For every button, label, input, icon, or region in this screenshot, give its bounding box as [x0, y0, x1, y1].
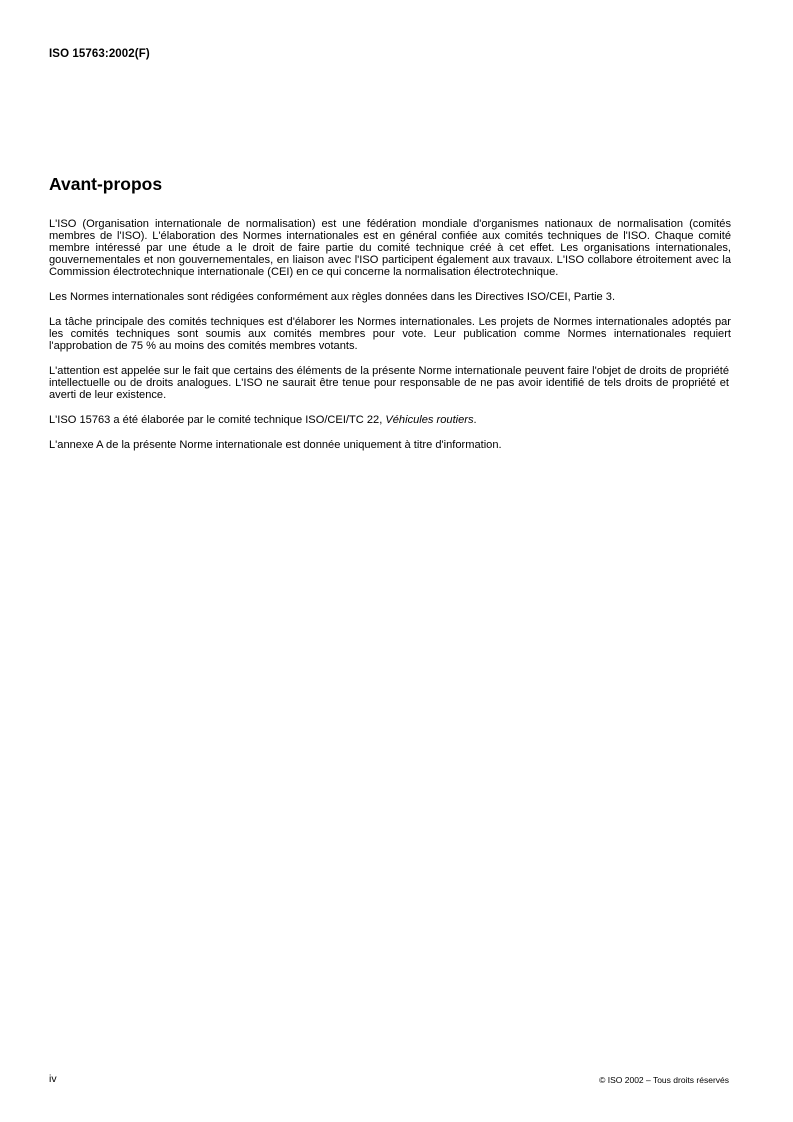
document-header: ISO 15763:2002(F) — [49, 48, 150, 60]
tc-sentence-prefix: L'ISO 15763 a été élaborée par le comité technique ISO/CEI/TC 22, — [49, 414, 386, 426]
paragraph-technical-committee — [49, 414, 731, 426]
section-body — [49, 218, 731, 464]
paragraph-iso-organisation: L'ISO (Organisation internationale de normalisation) est une fédération mondiale d'organismes nationaux de normalisation (comités membres de l'ISO). L'élaboration des Normes internationales est en général confiée aux comités techniques de l'ISO. Chaque comité membre intéressé par une étude a le droit de faire partie du comité technique créé à cet effet. Les organisations internationales, gouvernementales et non gouvernementales, en liaison avec l'ISO participent également aux travaux. L'ISO collabore étroitement avec la Commission électrotechnique internationale (CEI) en ce qui concerne la normalisation électrotechnique. — [49, 218, 731, 278]
paragraph-committee-tasks: La tâche principale des comités techniques est d'élaborer les Normes internationales. Les projets de Normes internationales adoptés par les comités techniques sont soumis aux comités membres pour vote. Leur publication comme Normes internationales requiert l'approbation de 75 % au moins des comités membres votants. — [49, 316, 731, 352]
copyright-notice: © ISO 2002 – Tous droits réservés — [599, 1075, 729, 1085]
tc-name: Véhicules routiers — [385, 414, 474, 426]
tc-sentence-suffix: . — [473, 414, 477, 426]
paragraph-directives: Les Normes internationales sont rédigées conformément aux règles données dans les Directives ISO/CEI, Partie 3. — [49, 291, 616, 303]
page-number: iv — [49, 1073, 57, 1085]
section-title: Avant-propos — [49, 174, 163, 194]
paragraph-annex-note: L'annexe A de la présente Norme internationale est donnée uniquement à titre d'information. — [49, 439, 502, 451]
paragraph-patent-rights: L'attention est appelée sur le fait que certains des éléments de la présente Norme internationale peuvent faire l'objet de droits de propriété intellectuelle ou de droits analogues. L'ISO ne saurait être tenue pour responsable de ne pas avoir identifié de tels droits de propriété et averti de leur existence. — [49, 365, 729, 401]
